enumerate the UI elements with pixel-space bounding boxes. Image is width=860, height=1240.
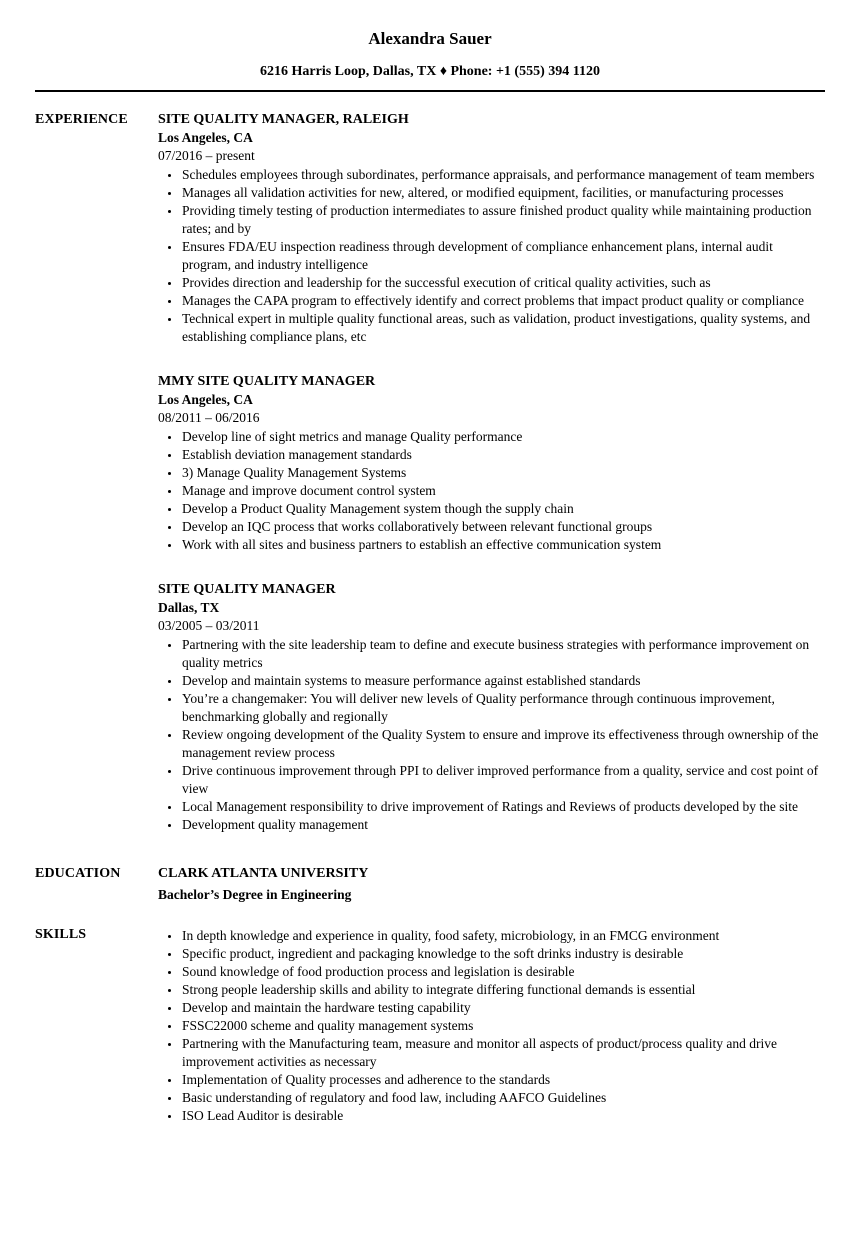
job-dates: 08/2011 – 06/2016 xyxy=(158,410,260,425)
bullet-item: • Develop a Product Quality Management system though the supply chain xyxy=(181,500,825,518)
education-degree: Bachelor’s Degree in Engineering xyxy=(158,887,352,902)
bullet-item: • Manage and improve document control system xyxy=(181,482,825,500)
job-dates: 03/2005 – 03/2011 xyxy=(158,618,260,633)
bullet-item: • Partnering with the site leadership team to define and execute business strategies with performance improvement on quality metrics xyxy=(181,636,825,672)
header-divider xyxy=(35,90,825,92)
section-education xyxy=(35,864,825,904)
job-location: Dallas, TX xyxy=(158,600,220,615)
bullet-item: • Schedules employees through subordinates, performance appraisals, and performance management of team members xyxy=(181,166,825,184)
skills-content xyxy=(158,925,825,1125)
bullet-item: • Work with all sites and business partners to establish an effective communication system xyxy=(181,536,825,554)
job-location: Los Angeles, CA xyxy=(158,392,253,407)
bullet-item: • Implementation of Quality processes and adherence to the standards xyxy=(181,1071,825,1089)
job-dates: 07/2016 – present xyxy=(158,148,255,163)
bullet-item: • Partnering with the Manufacturing team, measure and monitor all aspects of product/process quality and drive improvement activities as necessary xyxy=(181,1035,825,1071)
bullet-item: • Develop an IQC process that works collaboratively between relevant functional groups xyxy=(181,518,825,536)
section-skills xyxy=(35,925,825,1125)
bullet-item: • Manages the CAPA program to effectively identify and correct problems that impact product quality or compliance xyxy=(181,292,825,310)
experience-label: EXPERIENCE xyxy=(35,112,128,127)
bullet-item: • Strong people leadership skills and ability to integrate differing functional demands is essential xyxy=(181,981,825,999)
job-bullet-list xyxy=(158,166,825,346)
bullet-item: • Develop and maintain systems to measure performance against established standards xyxy=(181,672,825,690)
bullet-item: • Providing timely testing of production intermediates to assure finished product quality while maintaining production rates; and by xyxy=(181,202,825,238)
bullet-item: • ISO Lead Auditor is desirable xyxy=(181,1107,825,1125)
bullet-item: • Develop and maintain the hardware testing capability xyxy=(181,999,825,1017)
job-location: Los Angeles, CA xyxy=(158,130,253,145)
education-content xyxy=(158,864,825,904)
job-entry xyxy=(158,580,825,834)
bullet-item: • Sound knowledge of food production process and legislation is desirable xyxy=(181,963,825,981)
bullet-item: • Establish deviation management standards xyxy=(181,446,825,464)
job-bullet-list xyxy=(158,428,825,554)
education-label: EDUCATION xyxy=(35,866,121,881)
resume-header xyxy=(35,28,825,92)
bullet-item: • Ensures FDA/EU inspection readiness through development of compliance enhancement plans, internal audit program, and industry intelligence xyxy=(181,238,825,274)
bullet-item: • Review ongoing development of the Quality System to ensure and improve its effectiveness through ownership of the management review process xyxy=(181,726,825,762)
skills-bullet-list xyxy=(158,927,825,1125)
job-entry xyxy=(158,110,825,346)
bullet-item: • 3) Manage Quality Management Systems xyxy=(181,464,825,482)
section-experience xyxy=(35,110,825,834)
bullet-item: • Manages all validation activities for new, altered, or modified equipment, facilities, or manufacturing processes xyxy=(181,184,825,202)
candidate-name: Alexandra Sauer xyxy=(368,29,492,48)
job-title: SITE QUALITY MANAGER, RALEIGH xyxy=(158,112,409,127)
bullet-item: • Specific product, ingredient and packaging knowledge to the soft drinks industry is desirable xyxy=(181,945,825,963)
bullet-item: • FSSC22000 scheme and quality management systems xyxy=(181,1017,825,1035)
bullet-item: • Development quality management xyxy=(181,816,825,834)
bullet-item: • Provides direction and leadership for the successful execution of critical quality activities, such as xyxy=(181,274,825,292)
education-school: CLARK ATLANTA UNIVERSITY xyxy=(158,866,369,881)
job-title: SITE QUALITY MANAGER xyxy=(158,582,336,597)
bullet-item: • Basic understanding of regulatory and food law, including AAFCO Guidelines xyxy=(181,1089,825,1107)
bullet-item: • You’re a changemaker: You will deliver new levels of Quality performance through continuous improvement, benchmarking globally and regionally xyxy=(181,690,825,726)
contact-line: 6216 Harris Loop, Dallas, TX ♦ Phone: +1 (555) 394 1120 xyxy=(260,64,600,79)
job-entry xyxy=(158,372,825,554)
bullet-item: • Local Management responsibility to drive improvement of Ratings and Reviews of products developed by the site xyxy=(181,798,825,816)
bullet-item: • Develop line of sight metrics and manage Quality performance xyxy=(181,428,825,446)
job-bullet-list xyxy=(158,636,825,834)
bullet-item: • Technical expert in multiple quality functional areas, such as validation, product investigations, quality systems, and establishing compliance plans, etc xyxy=(181,310,825,346)
bullet-item: • Drive continuous improvement through PPI to deliver improved performance from a quality, service and cost point of view xyxy=(181,762,825,798)
job-title: MMY SITE QUALITY MANAGER xyxy=(158,374,376,389)
bullet-item: • In depth knowledge and experience in quality, food safety, microbiology, in an FMCG environment xyxy=(181,927,825,945)
experience-content xyxy=(158,110,825,834)
skills-label: SKILLS xyxy=(35,927,87,942)
